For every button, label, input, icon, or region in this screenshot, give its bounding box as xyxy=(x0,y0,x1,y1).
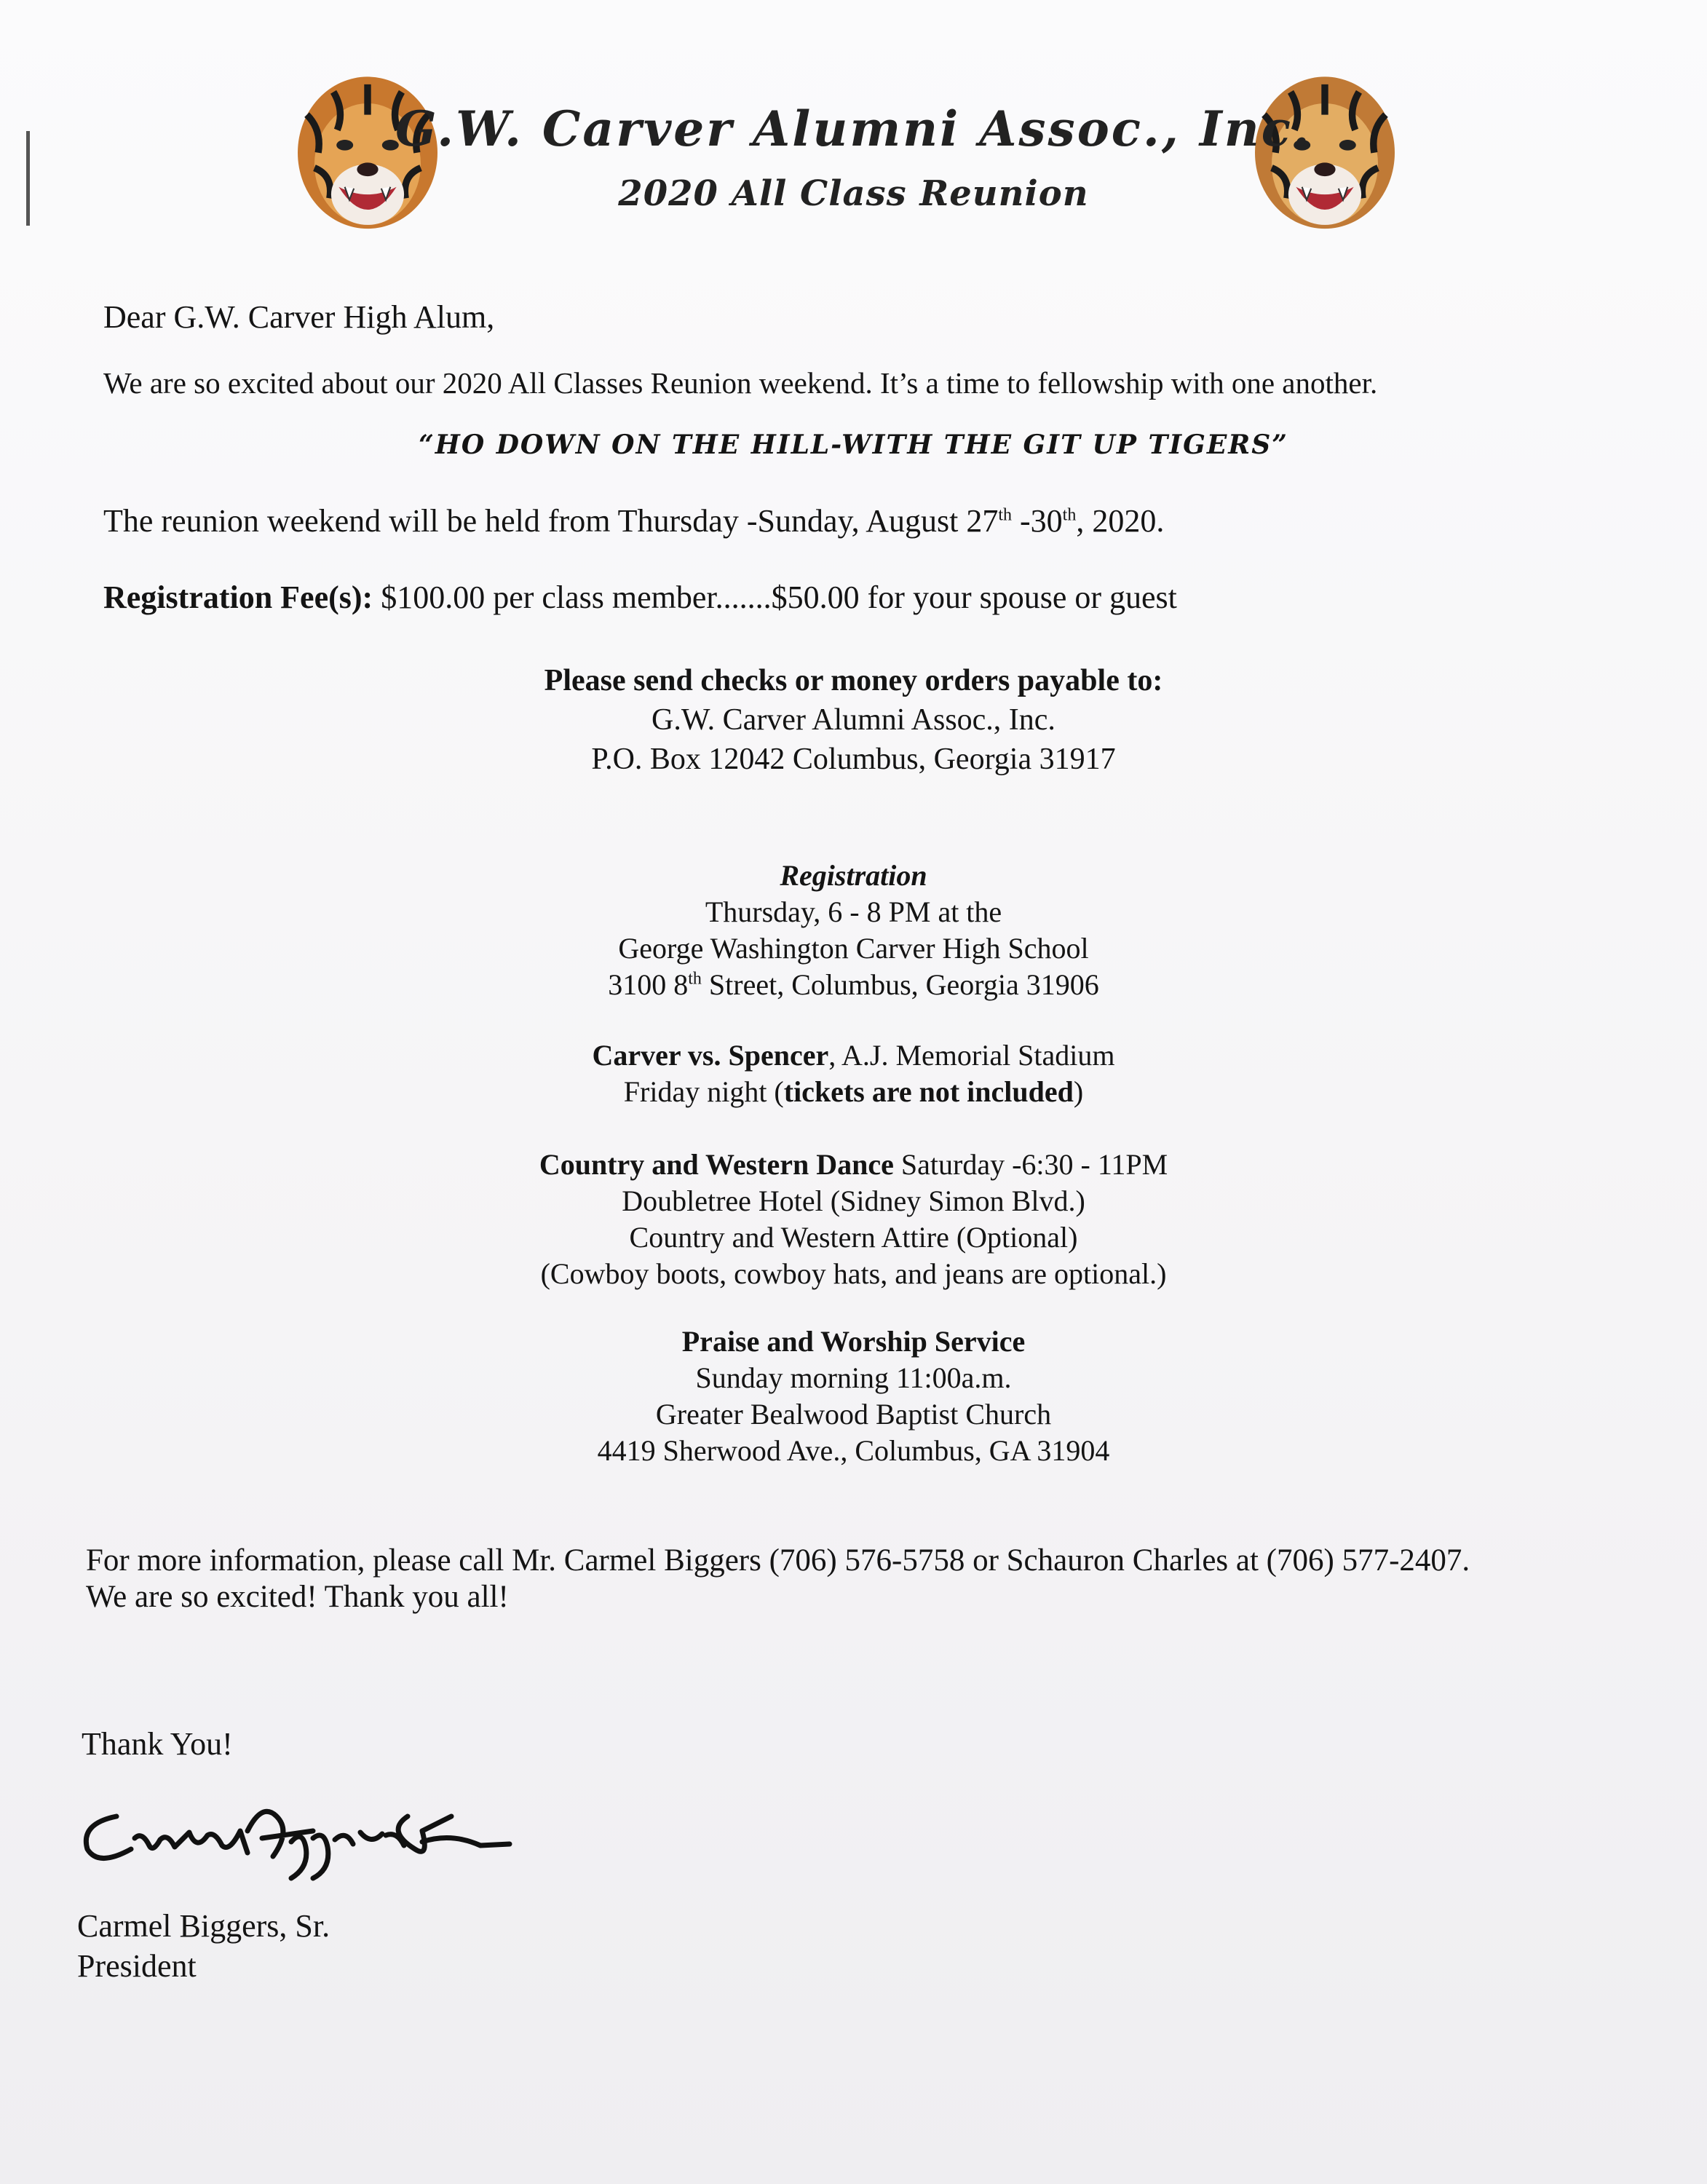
reunion-dates xyxy=(103,502,1164,540)
game-heading: Carver vs. Spencer xyxy=(592,1039,829,1072)
ticket-note: tickets are not included xyxy=(783,1075,1074,1108)
salutation: Dear G.W. Carver High Alum, xyxy=(103,299,495,335)
dance-heading: Country and Western Dance xyxy=(539,1148,894,1181)
game-time-text: Friday night ( xyxy=(623,1075,784,1108)
fee-text: $100.00 per class member.......$50.00 for your spouse or guest xyxy=(373,579,1177,615)
dance-time: Saturday -6:30 - 11PM xyxy=(893,1148,1168,1181)
service-time: Sunday morning 11:00a.m. xyxy=(695,1361,1012,1394)
dates-text: , 2020. xyxy=(1076,503,1165,539)
registration-heading: Registration xyxy=(780,859,927,892)
dance-attire: Country and Western Attire (Optional) xyxy=(629,1221,1078,1254)
closing-remark: We are so excited! Thank you all! xyxy=(86,1580,509,1614)
service-heading: Praise and Worship Service xyxy=(681,1325,1026,1358)
game-block xyxy=(0,1037,1707,1110)
game-time xyxy=(0,1074,1707,1110)
payment-heading: Please send checks or money orders payable to: xyxy=(544,664,1163,697)
signature xyxy=(73,1787,539,1882)
payee-address: P.O. Box 12042 Columbus, Georgia 31917 xyxy=(591,743,1116,776)
event-title-heading: 2020 All Class Reunion xyxy=(618,173,1089,214)
dance-attire-note: (Cowboy boots, cowboy hats, and jeans are optional.) xyxy=(540,1257,1167,1290)
dates-text: The reunion weekend will be held from Thursday -Sunday, August 27 xyxy=(103,503,999,539)
org-name-heading: G.W. Carver Alumni Assoc., Inc. xyxy=(395,100,1312,157)
game-venue: , A.J. Memorial Stadium xyxy=(828,1039,1115,1072)
dates-text: -30 xyxy=(1012,503,1063,539)
contact-line: For more information, please call Mr. Carmel Biggers (706) 576-5758 or Schauron Charles at (706) 577-2407. xyxy=(86,1543,1470,1578)
dance-line xyxy=(0,1147,1707,1183)
registration-time: Thursday, 6 - 8 PM at the xyxy=(705,895,1002,928)
fee-label: Registration Fee(s): xyxy=(103,579,373,615)
registration-address xyxy=(0,967,1707,1003)
address-street: Street, Columbus, Georgia 31906 xyxy=(701,968,1099,1001)
game-time-text: ) xyxy=(1073,1075,1084,1108)
service-block xyxy=(0,1324,1707,1469)
dance-venue: Doubletree Hotel (Sidney Simon Blvd.) xyxy=(622,1184,1085,1217)
game-line xyxy=(0,1037,1707,1074)
reunion-motto: “HO DOWN ON THE HILL-WITH THE GIT UP TIGERS” xyxy=(419,430,1288,460)
payment-block xyxy=(0,661,1707,779)
dates-suffix-sup: th xyxy=(998,505,1012,525)
intro-paragraph: We are so excited about our 2020 All Classes Reunion weekend. It’s a time to fellowship with one another. xyxy=(103,366,1378,400)
registration-block xyxy=(0,858,1707,1003)
thank-you: Thank You! xyxy=(82,1726,233,1762)
payee-name: G.W. Carver Alumni Assoc., Inc. xyxy=(651,703,1056,737)
service-address: 4419 Sherwood Ave., Columbus, GA 31904 xyxy=(597,1434,1110,1467)
dance-block xyxy=(0,1147,1707,1292)
dates-suffix-sup: th xyxy=(1062,505,1077,525)
signer-title: President xyxy=(77,1948,197,1984)
registration-fees xyxy=(103,579,1177,617)
address-number: 3100 8 xyxy=(608,968,689,1001)
signer-name: Carmel Biggers, Sr. xyxy=(77,1908,330,1944)
registration-place: George Washington Carver High School xyxy=(618,932,1089,965)
address-sup: th xyxy=(688,969,702,989)
service-church: Greater Bealwood Baptist Church xyxy=(655,1398,1052,1431)
